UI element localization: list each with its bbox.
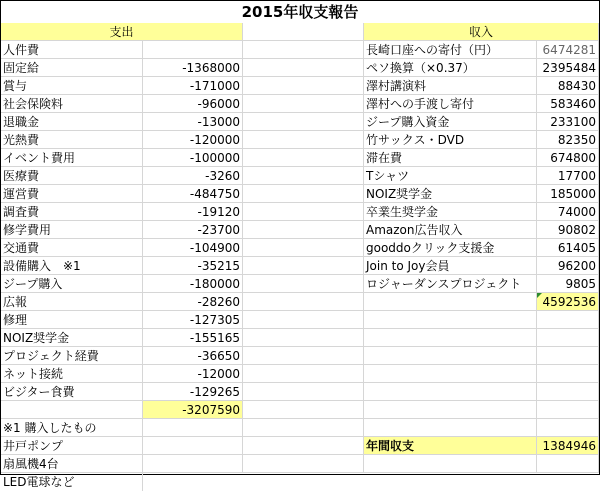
sheet-row: [1, 131, 599, 149]
income-value[interactable]: 674800: [537, 149, 599, 167]
income-value[interactable]: 88430: [537, 77, 599, 95]
expense-value[interactable]: -35215: [143, 257, 243, 275]
note-line[interactable]: LED電球など: [1, 473, 143, 491]
cell[interactable]: [243, 275, 364, 293]
cell[interactable]: [537, 329, 599, 347]
sheet-row: [1, 293, 599, 311]
cell[interactable]: [243, 347, 364, 365]
expense-value[interactable]: -96000: [143, 95, 243, 113]
expense-value[interactable]: -171000: [143, 77, 243, 95]
sheet-row: [1, 59, 599, 77]
cell[interactable]: [243, 203, 364, 221]
expense-label[interactable]: 賞与: [1, 77, 143, 95]
income-label[interactable]: ペソ換算（×0.37）: [364, 59, 537, 77]
sheet-row: [1, 365, 599, 383]
cell[interactable]: [364, 401, 537, 419]
expense-label[interactable]: ジープ購入: [1, 275, 143, 293]
expense-value[interactable]: -12000: [143, 365, 243, 383]
income-label[interactable]: NOIZ奨学金: [364, 185, 537, 203]
cell[interactable]: [364, 455, 537, 473]
cell[interactable]: [364, 293, 537, 311]
cell[interactable]: [364, 383, 537, 401]
income-label[interactable]: Tシャツ: [364, 167, 537, 185]
expense-label[interactable]: 人件費: [1, 41, 143, 59]
cell[interactable]: [537, 365, 599, 383]
expense-value[interactable]: -100000: [143, 149, 243, 167]
expense-label[interactable]: 交通費: [1, 239, 143, 257]
expense-value[interactable]: -3260: [143, 167, 243, 185]
income-label[interactable]: 長崎口座への寄付（円）: [364, 41, 537, 59]
cell[interactable]: [243, 41, 364, 59]
sheet-row: [1, 473, 599, 491]
sheet-row: [1, 329, 599, 347]
expense-label[interactable]: プロジェクト経費: [1, 347, 143, 365]
cell[interactable]: [243, 455, 364, 473]
cell[interactable]: [243, 113, 364, 131]
expense-label[interactable]: 設備購入 ※1: [1, 257, 143, 275]
sheet-row: [1, 221, 599, 239]
income-value[interactable]: 74000: [537, 203, 599, 221]
cell[interactable]: [243, 149, 364, 167]
income-header[interactable]: 収入: [364, 23, 599, 41]
sheet-row: [1, 203, 599, 221]
cell[interactable]: [537, 311, 599, 329]
income-label[interactable]: ジープ購入資金: [364, 113, 537, 131]
expense-total[interactable]: -3207590: [143, 401, 243, 419]
expense-value[interactable]: -129265: [143, 383, 243, 401]
cell[interactable]: [1, 401, 143, 419]
cell[interactable]: [364, 329, 537, 347]
income-value[interactable]: 96200: [537, 257, 599, 275]
income-label[interactable]: 卒業生奨学金: [364, 203, 537, 221]
cell[interactable]: [537, 401, 599, 419]
income-value[interactable]: 61405: [537, 239, 599, 257]
income-value[interactable]: 583460: [537, 95, 599, 113]
sheet-row: [1, 41, 599, 59]
expense-value[interactable]: -28260: [143, 293, 243, 311]
cell[interactable]: [243, 383, 364, 401]
expense-label[interactable]: NOIZ奨学金: [1, 329, 143, 347]
sheet-row: [1, 239, 599, 257]
expense-label[interactable]: 光熱費: [1, 131, 143, 149]
income-value[interactable]: 17700: [537, 167, 599, 185]
cell[interactable]: [537, 455, 599, 473]
sheet-row: [1, 401, 599, 419]
cell[interactable]: [243, 185, 364, 203]
expense-label[interactable]: 修学費用: [1, 221, 143, 239]
expense-label[interactable]: ネット接続: [1, 365, 143, 383]
income-value[interactable]: 185000: [537, 185, 599, 203]
cell[interactable]: [243, 239, 364, 257]
expense-value[interactable]: -23700: [143, 221, 243, 239]
cell[interactable]: [243, 221, 364, 239]
cell[interactable]: [364, 419, 537, 437]
income-label[interactable]: 滞在費: [364, 149, 537, 167]
expense-label[interactable]: 固定給: [1, 59, 143, 77]
income-label[interactable]: 澤村への手渡し寄付: [364, 95, 537, 113]
expense-label[interactable]: 医療費: [1, 167, 143, 185]
cell[interactable]: [537, 419, 599, 437]
sheet-row: [1, 311, 599, 329]
income-label[interactable]: Join to Joy会員: [364, 257, 537, 275]
cell[interactable]: [143, 455, 243, 473]
expense-label[interactable]: 広報: [1, 293, 143, 311]
cell[interactable]: [243, 311, 364, 329]
cell[interactable]: [243, 437, 364, 455]
note-line[interactable]: 井戸ポンプ: [1, 437, 143, 455]
cell[interactable]: [143, 419, 243, 437]
expense-label[interactable]: 社会保険料: [1, 95, 143, 113]
expense-value[interactable]: -104900: [143, 239, 243, 257]
expense-label[interactable]: 運営費: [1, 185, 143, 203]
income-value[interactable]: 82350: [537, 131, 599, 149]
sheet-row: [1, 23, 599, 41]
income-value[interactable]: 2395484: [537, 59, 599, 77]
expense-value[interactable]: -120000: [143, 131, 243, 149]
note-line[interactable]: ※1 購入したもの: [1, 419, 143, 437]
cell[interactable]: [243, 257, 364, 275]
cell[interactable]: [243, 167, 364, 185]
expense-value[interactable]: [143, 41, 243, 59]
cell[interactable]: [243, 419, 364, 437]
expense-header[interactable]: 支出: [1, 23, 243, 41]
comment-marker-icon: [537, 293, 542, 298]
cell[interactable]: [243, 329, 364, 347]
income-label[interactable]: gooddoクリック支援金: [364, 239, 537, 257]
cell[interactable]: [364, 365, 537, 383]
expense-value[interactable]: -155165: [143, 329, 243, 347]
income-value[interactable]: 6474281: [537, 41, 599, 59]
sheet-row: [1, 77, 599, 95]
sheet-row: [1, 275, 599, 293]
sheet-row: [1, 347, 599, 365]
cell[interactable]: [243, 293, 364, 311]
income-total[interactable]: 4592536: [537, 293, 599, 311]
cell[interactable]: [243, 23, 364, 41]
income-value[interactable]: 90802: [537, 221, 599, 239]
report-title: 2015年収支報告: [241, 3, 359, 21]
expense-value[interactable]: -19120: [143, 203, 243, 221]
expense-value[interactable]: -180000: [143, 275, 243, 293]
cell[interactable]: [143, 437, 243, 455]
income-label[interactable]: Amazon広告収入: [364, 221, 537, 239]
cell[interactable]: [537, 383, 599, 401]
sheet-row: [1, 185, 599, 203]
expense-label[interactable]: 修理: [1, 311, 143, 329]
income-label[interactable]: 澤村講演料: [364, 77, 537, 95]
sheet-row: [1, 455, 599, 473]
sheet-row: [1, 95, 599, 113]
expense-value[interactable]: -1368000: [143, 59, 243, 77]
sheet-row: [1, 113, 599, 131]
sheet-row: [1, 167, 599, 185]
cell[interactable]: [243, 77, 364, 95]
sheet-row: [1, 419, 599, 437]
expense-value[interactable]: -13000: [143, 113, 243, 131]
expense-label[interactable]: 調査費: [1, 203, 143, 221]
cell[interactable]: [243, 131, 364, 149]
cell[interactable]: [243, 365, 364, 383]
cell[interactable]: [364, 311, 537, 329]
expense-label[interactable]: ビジター食費: [1, 383, 143, 401]
income-label[interactable]: ロジャーダンスプロジェクト: [364, 275, 537, 293]
cell[interactable]: [243, 401, 364, 419]
income-value[interactable]: 9805: [537, 275, 599, 293]
income-label[interactable]: 竹サックス・DVD: [364, 131, 537, 149]
expense-label[interactable]: 退職金: [1, 113, 143, 131]
cell[interactable]: [364, 347, 537, 365]
annual-balance-value[interactable]: 1384946: [537, 437, 599, 455]
note-line[interactable]: 扇風機4台: [1, 455, 143, 473]
sheet-row: [1, 437, 599, 455]
cell[interactable]: [537, 347, 599, 365]
cell[interactable]: [243, 59, 364, 77]
sheet-row: [1, 149, 599, 167]
annual-balance-label[interactable]: 年間収支: [364, 437, 537, 455]
sheet-row: [1, 257, 599, 275]
income-value[interactable]: 233100: [537, 113, 599, 131]
sheet-row: [1, 383, 599, 401]
expense-label[interactable]: イベント費用: [1, 149, 143, 167]
cell[interactable]: [243, 95, 364, 113]
expense-value[interactable]: -36650: [143, 347, 243, 365]
expense-value[interactable]: -127305: [143, 311, 243, 329]
expense-value[interactable]: -484750: [143, 185, 243, 203]
